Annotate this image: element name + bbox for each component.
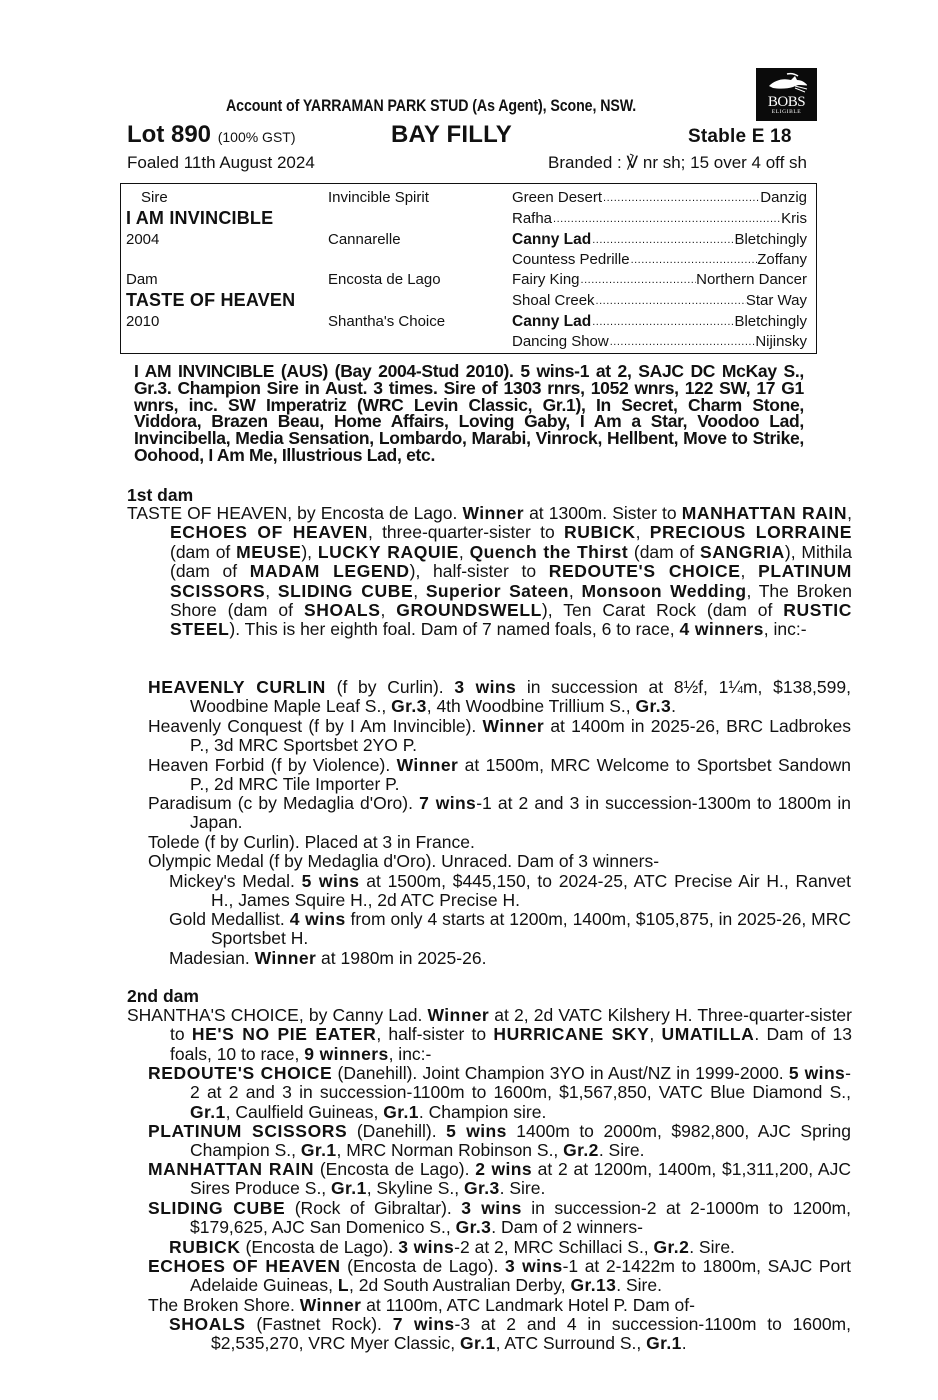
ancestor-name: Countess Pedrille: [512, 251, 630, 268]
pedigree-gen3-row: [512, 332, 807, 352]
stakes-winner-name: SLIDING CUBE: [148, 1198, 286, 1218]
dot-leader: [591, 230, 734, 250]
logo-text: BOBS: [767, 94, 806, 110]
highlight-text: 2 wins: [475, 1159, 532, 1179]
dam-dam: Shantha's Choice: [328, 313, 446, 330]
ancestor-sire: Nijinsky: [755, 333, 807, 350]
stakes-winner-name: MANHATTAN RAIN: [681, 503, 848, 523]
dam-label: Dam: [126, 271, 158, 288]
highlight-text: Winner: [427, 1005, 490, 1025]
ancestor-name: Fairy King: [512, 271, 580, 288]
family-entry: PLATINUM SCISSORS (Danehill). 5 wins 1400m to 2000m, $982,800, AJC Spring Champion S., Gr.1, MRC Norman Robinson S., Gr.2. Sire.: [148, 1121, 851, 1161]
dot-leader: [630, 250, 758, 270]
pedigree-gen3-row: [512, 209, 807, 229]
stakes-winner-name: ECHOES OF HEAVEN: [170, 522, 368, 543]
pedigree-gen3-row: [512, 230, 807, 250]
highlight-text: Gr.3: [463, 1178, 500, 1199]
highlight-text: 3 wins: [398, 1237, 455, 1257]
highlight-text: Superior Sateen: [425, 580, 569, 601]
ancestor-name: Green Desert: [512, 189, 603, 206]
family-entry: Tolede (f by Curlin). Placed at 3 in France.: [148, 832, 475, 852]
stakes-winner-name: RUSTIC STEEL: [170, 600, 852, 640]
ancestor-sire: Bletchingly: [734, 313, 807, 330]
highlight-text: 3 wins: [504, 1256, 563, 1276]
dot-leader: [580, 270, 697, 290]
ancestor-name: Rafha: [512, 210, 553, 227]
stakes-winner-name: SHOALS: [169, 1314, 246, 1334]
stakes-winner-name: MEUSE: [236, 541, 302, 562]
stakes-winner-name: HURRICANE SKY: [493, 1024, 650, 1045]
foaled-date: Foaled 11th August 2024: [127, 153, 315, 172]
family-entry: Heaven Forbid (f by Violence). Winner at 1500m, MRC Welcome to Sportsbet Sandown P., 2d MRC Tile Importer P.: [148, 755, 851, 795]
ancestor-sire: Kris: [781, 210, 807, 227]
highlight-text: Gr.2: [563, 1140, 599, 1161]
dam-sire: Encosta de Lago: [328, 271, 441, 288]
dot-leader: [595, 291, 746, 311]
dot-leader: [609, 332, 756, 352]
family-entry: Gold Medallist. 4 wins from only 4 starts at 1200m, 1400m, $105,875, in 2025-26, MRC Sportsbet H.: [169, 909, 851, 949]
family-entry: ECHOES OF HEAVEN (Encosta de Lago). 3 wins-1 at 2-1422m to 1800m, SAJC Port Adelaide Guineas, L, 2d South Australian Derby, Gr.13. Sire.: [148, 1256, 851, 1296]
bobs-eligible-logo: [756, 68, 817, 121]
stakes-winner-name: MANHATTAN RAIN: [148, 1159, 315, 1179]
stakes-winner-name: PLATINUM SCISSORS: [148, 1121, 348, 1141]
ancestor-sire: Star Way: [745, 292, 807, 309]
pedigree-table: [120, 183, 817, 354]
family-entry: TASTE OF HEAVEN, by Encosta de Lago. Winner at 1300m. Sister to MANHATTAN RAIN, ECHOES OF HEAVEN, three-quarter-sister to RUBICK, PRECIOUS LORRAINE (dam of MEUSE), LUCKY RAQUIE, Quench the Thirst (dam of SANGRIA), Mithila (dam of MADAM LEGEND), half-sister to REDOUTE'S CHOICE, PLATINUM SCISSORS, SLIDING CUBE, Superior Sateen, Monsoon Wedding, The Broken Shore (dam of SHOALS, GROUNDSWELL), Ten Carat Rock (dam of RUSTIC STEEL). This is her eighth foal. Dam of 7 named foals, 6 to race, 4 winners, inc:-: [127, 503, 853, 640]
stakes-winner-name: RUBICK: [563, 522, 636, 543]
stakes-winner-name: LUCKY RAQUIE: [317, 541, 459, 562]
stable-location: Stable E 18: [688, 126, 792, 147]
stakes-winner-name: MADAM LEGEND: [249, 561, 410, 582]
pedigree-gen3-row: [512, 250, 807, 270]
highlight-text: 5 wins: [301, 871, 360, 891]
brand-glyph-icon: ℣: [626, 153, 639, 173]
ancestor-sire: Bletchingly: [734, 231, 807, 248]
stakes-winner-name: SANGRIA: [699, 541, 785, 562]
gst-note: (100% GST): [217, 129, 296, 145]
highlight-text: Gr.3: [635, 696, 672, 717]
stakes-winner-name: HEAVENLY CURLIN: [148, 677, 326, 697]
highlight-text: Gr.3: [391, 696, 427, 717]
highlight-text: Winner: [396, 755, 459, 775]
highlight-text: 7 wins: [419, 793, 477, 813]
highlight-text: 4 wins: [289, 909, 346, 929]
stakes-winner-name: HE'S NO PIE EATER: [191, 1024, 377, 1045]
sire-name: I AM INVINCIBLE: [126, 208, 274, 228]
dot-leader: [552, 209, 781, 229]
highlight-text: Gr.1: [460, 1333, 496, 1354]
highlight-text: Gr.1: [383, 1101, 419, 1122]
ancestor-name: Canny Lad: [512, 313, 592, 330]
highlight-text: Gr.13: [570, 1275, 617, 1296]
brand-marks: nr sh; 15 over 4 off sh: [642, 153, 807, 172]
horse-description: BAY FILLY: [391, 121, 512, 148]
highlight-text: 3 wins: [461, 1198, 522, 1218]
lot-number: [127, 121, 296, 149]
highlight-text: 3 wins: [454, 677, 517, 697]
ancestor-name: Dancing Show: [512, 333, 609, 350]
pedigree-gen3-row: [512, 312, 807, 332]
pedigree-gen3-row: [512, 270, 807, 290]
stakes-winner-name: UMATILLA: [661, 1024, 755, 1045]
highlight-text: Winner: [299, 1295, 362, 1315]
ancestor-name: Canny Lad: [512, 231, 592, 248]
highlight-text: Gr.1: [190, 1101, 226, 1122]
highlight-text: 5 wins: [446, 1121, 507, 1141]
first-dam-heading: 1st dam: [127, 485, 194, 505]
stakes-winner-name: RUBICK: [169, 1237, 241, 1257]
family-entry: REDOUTE'S CHOICE (Danehill). Joint Champion 3YO in Aust/NZ in 1999-2000. 5 wins-2 at 2 and 3 in succession-1100m to 1600m, $1,567,850, VATC Blue Diamond S., Gr.1, Caulfield Guineas, Gr.1. Champion sire.: [148, 1063, 851, 1122]
second-dam-heading: 2nd dam: [127, 986, 199, 1006]
dam-year: 2010: [126, 313, 160, 330]
stakes-winner-name: GROUNDSWELL: [396, 600, 542, 621]
highlight-text: Gr.3: [455, 1217, 492, 1238]
highlight-text: Gr.1: [331, 1178, 367, 1199]
highlight-text: Gr.2: [653, 1237, 690, 1257]
family-entry: MANHATTAN RAIN (Encosta de Lago). 2 wins at 2 at 1200m, 1400m, $1,311,200, AJC Sires Produce S., Gr.1, Skyline S., Gr.3. Sire.: [148, 1159, 851, 1199]
highlight-text: Gr.1: [300, 1140, 337, 1161]
sire-label: Sire: [141, 189, 168, 206]
family-entry: RUBICK (Encosta de Lago). 3 wins-2 at 2, MRC Schillaci S., Gr.2. Sire.: [169, 1237, 735, 1257]
lot-label: Lot 890: [127, 121, 212, 148]
ancestor-sire: Danzig: [760, 189, 807, 206]
family-entry: Heavenly Conquest (f by I Am Invincible). Winner at 1400m in 2025-26, BRC Ladbrokes P., 3d MRC Sportsbet 2YO P.: [148, 716, 851, 756]
family-entry: Madesian. Winner at 1980m in 2025-26.: [169, 948, 487, 968]
highlight-text: 7 wins: [392, 1314, 455, 1334]
dot-leader: [591, 312, 734, 332]
stakes-winner-name: ECHOES OF HEAVEN: [148, 1256, 341, 1276]
sire-sire: Invincible Spirit: [328, 189, 429, 206]
highlight-text: Gr.1: [646, 1333, 682, 1354]
pedigree-gen3-row: [512, 291, 807, 311]
family-entry: SHOALS (Fastnet Rock). 7 wins-3 at 2 and 4 in succession-1100m to 1600m, $2,535,270, VRC Myer Classic, Gr.1, ATC Surround S., Gr.1.: [169, 1314, 851, 1354]
ancestor-name: Shoal Creek: [512, 292, 595, 309]
highlight-text: Monsoon Wedding: [581, 580, 747, 601]
family-entry: The Broken Shore. Winner at 1100m, ATC Landmark Hotel P. Dam of-: [148, 1295, 695, 1315]
ancestor-sire: Northern Dancer: [696, 271, 807, 288]
family-entry: SLIDING CUBE (Rock of Gibraltar). 3 wins in succession-2 at 2-1000m to 1200m, $179,625, AJC San Domenico S., Gr.3. Dam of 2 winners-: [148, 1198, 851, 1238]
family-entry: Olympic Medal (f by Medaglia d'Oro). Unraced. Dam of 3 winners-: [148, 851, 660, 871]
sire-summary: I AM INVINCIBLE (AUS) (Bay 2004-Stud 2010). 5 wins-1 at 2, SAJC DC McKay S., Gr.3. Champion Sire in Aust. 3 times. Sire of 1303 rnrs, 1052 wnrs, 122 SW, 17 G1 wnrs, inc. SW Imperatriz (WRC Levin Classic, Gr.1), In Secret, Charm Stone, Viddora, Brazen Beau, Home Affairs, Loving Gaby, I Am a Star, Voodoo Lad, Invincibella, Media Sensation, Lombardo, Marabi, Vinrock, Hellbent, Move to Strike, Oohood, I Am Me, Illustrious Lad, etc.: [134, 361, 804, 465]
vendor-account: Account of YARRAMAN PARK STUD (As Agent), Scone, NSW.: [226, 97, 637, 115]
highlight-text: 4 winners: [679, 619, 764, 640]
family-entry: HEAVENLY CURLIN (f by Curlin). 3 wins in succession at 8½f, 1¼m, $138,599, Woodbine Maple Leaf S., Gr.3, 4th Woodbine Trillium S., Gr.3.: [148, 677, 851, 717]
highlight-text: Winner: [254, 948, 317, 968]
horse-head-icon: [765, 72, 809, 94]
family-entry: Mickey's Medal. 5 wins at 1500m, $445,150, to 2024-25, ATC Precise Air H., Ranvet H., James Squire H., 2d ATC Precise H.: [169, 871, 851, 911]
ancestor-sire: Zoffany: [757, 251, 807, 268]
highlight-text: 9 winners: [304, 1043, 389, 1064]
stakes-winner-name: PRECIOUS LORRAINE: [649, 522, 852, 543]
family-entry: Paradisum (c by Medaglia d'Oro). 7 wins-1 at 2 and 3 in succession-1300m to 1800m in Japan.: [148, 793, 851, 833]
dot-leader: [602, 188, 760, 208]
highlight-text: Quench the Thirst: [469, 541, 629, 562]
pedigree-gen3-row: [512, 188, 807, 208]
dam-name: TASTE OF HEAVEN: [126, 290, 296, 310]
logo-subtext: ELIGIBLE: [771, 109, 802, 115]
highlight-text: Winner: [482, 716, 545, 736]
sire-year: 2004: [126, 231, 160, 248]
branded-label: Branded :: [548, 153, 622, 172]
stakes-winner-name: REDOUTE'S CHOICE: [548, 561, 741, 582]
stakes-winner-name: SLIDING CUBE: [277, 580, 414, 601]
stakes-winner-name: PLATINUM SCISSORS: [170, 561, 852, 601]
highlight-text: Winner: [462, 503, 524, 523]
stakes-winner-name: SHOALS: [303, 600, 381, 621]
highlight-text: 5 wins: [788, 1063, 846, 1083]
family-entry: SHANTHA'S CHOICE, by Canny Lad. Winner at 2, 2d VATC Kilshery H. Three-quarter-sister to HE'S NO PIE EATER, half-sister to HURRICANE SKY, UMATILLA. Dam of 13 foals, 10 to race, 9 winners, inc:-: [127, 1005, 852, 1064]
highlight-text: L: [337, 1275, 349, 1296]
brand-info: [548, 153, 807, 173]
sire-dam: Cannarelle: [328, 231, 401, 248]
stakes-winner-name: REDOUTE'S CHOICE: [148, 1063, 333, 1083]
